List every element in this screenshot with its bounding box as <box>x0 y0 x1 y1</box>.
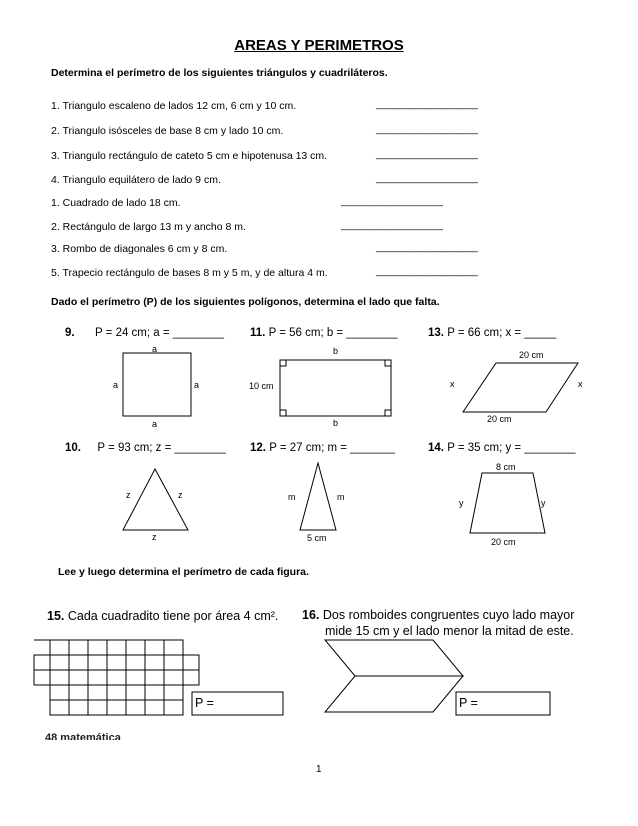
instruction-perimeter-figures: Lee y luego determina el perímetro de cada figura. <box>58 566 309 578</box>
f9-top-a: a <box>152 344 158 354</box>
figure-12-blank[interactable]: _______ <box>350 442 395 454</box>
figure-10-number: 10. <box>65 442 81 454</box>
grid-figure-15 <box>34 640 199 715</box>
answer-blank-8[interactable]: ___________________ <box>376 265 478 277</box>
item-5: 1. Cuadrado de lado 18 cm. <box>51 197 181 209</box>
figure-14-blank[interactable]: ________ <box>524 442 576 454</box>
f10-left-z: z <box>126 490 131 500</box>
problem-16-line1: Dos romboides congruentes cuyo lado mayor <box>322 608 575 622</box>
problem-15 <box>47 609 278 623</box>
answer-blank-5[interactable]: ___________________ <box>341 195 443 207</box>
f12-base: 5 cm <box>307 533 327 543</box>
answer-label-16: P = <box>459 696 478 710</box>
problem-16 <box>302 608 574 622</box>
answer-blank-2[interactable]: ___________________ <box>376 123 478 135</box>
right-angle-marks-11 <box>280 360 391 416</box>
item-6: 2. Rectángulo de largo 13 m y ancho 8 m. <box>51 221 246 233</box>
f14-bottom: 20 cm <box>491 537 516 547</box>
f14-left-y: y <box>459 498 464 508</box>
item-3: 3. Triangulo rectángulo de cateto 5 cm e hipotenusa 13 cm. <box>51 150 328 162</box>
f9-left-a: a <box>113 380 119 390</box>
figure-14-label: P = 35 cm; y = <box>447 442 522 454</box>
f9-right-a: a <box>194 380 200 390</box>
problem-15-text: Cada cuadradito tiene por área 4 cm². <box>67 609 279 623</box>
f9-bottom-a: a <box>152 419 158 429</box>
figure-11-label: P = 56 cm; b = <box>268 327 344 339</box>
item-8: 5. Trapecio rectángulo de bases 8 m y 5 m, y de altura 4 m. <box>51 267 328 279</box>
answer-label-15: P = <box>195 696 214 710</box>
page-title: AREAS Y PERIMETROS <box>234 37 404 54</box>
problem-16-line2: mide 15 cm y el lado menor la mitad de este. <box>325 624 574 638</box>
figure-12-label: P = 27 cm; m = <box>269 442 347 454</box>
f11-bottom-b: b <box>333 418 339 428</box>
answer-blank-6[interactable]: ___________________ <box>341 219 443 231</box>
f10-bottom-z: z <box>152 532 157 542</box>
figure-11-blank[interactable]: ________ <box>346 327 398 339</box>
figure-13-label: P = 66 cm; x = <box>447 327 522 339</box>
answer-blank-1[interactable]: ___________________ <box>376 98 478 110</box>
instruction-missing-side: Dado el perímetro (P) de los siguientes polígonos, determina el lado que falta. <box>51 296 440 308</box>
f13-left-x: x <box>450 379 455 389</box>
figure-10-label: P = 93 cm; z = <box>97 442 172 454</box>
f13-right-x: x <box>578 379 583 389</box>
f12-left-m: m <box>288 492 296 502</box>
rectangle-figure-11 <box>280 360 391 416</box>
figure-11-number: 11. <box>250 327 266 339</box>
f11-top-b: b <box>333 346 339 356</box>
figure-10-blank[interactable]: ________ <box>174 442 226 454</box>
figure-13-number: 13. <box>428 327 444 339</box>
item-4: 4. Triangulo equilátero de lado 9 cm. <box>51 174 221 186</box>
answer-blank-3[interactable]: ___________________ <box>376 148 478 160</box>
item-2: 2. Triangulo isósceles de base 8 cm y lado 10 cm. <box>51 125 284 137</box>
answer-blank-4[interactable]: ___________________ <box>376 172 478 184</box>
figure-9-label: P = 24 cm; a = <box>95 327 170 339</box>
figure-14-number: 14. <box>428 442 444 454</box>
figure-9-blank[interactable]: ________ <box>172 327 224 339</box>
trapezoid-figure-14 <box>470 473 545 533</box>
figure-13-blank[interactable]: _____ <box>524 327 557 339</box>
triangle-figure-12 <box>300 463 336 530</box>
item-1: 1. Triangulo escaleno de lados 12 cm, 6 cm y 10 cm. <box>51 100 297 112</box>
page-number: 1 <box>316 764 322 775</box>
rhomboids-figure-16 <box>325 640 463 712</box>
book-footer: 48 matemática <box>45 732 121 740</box>
instruction-perimeter: Determina el perímetro de los siguientes triángulos y cuadriláteros. <box>51 67 388 79</box>
problem-16-number: 16. <box>302 608 320 622</box>
figure-12-number: 12. <box>250 442 266 454</box>
f13-top: 20 cm <box>519 350 544 360</box>
answer-blank-7[interactable]: ___________________ <box>376 241 478 253</box>
item-7: 3. Rombo de diagonales 6 cm y 8 cm. <box>51 243 228 255</box>
f13-bottom: 20 cm <box>487 414 512 424</box>
f10-right-z: z <box>178 490 183 500</box>
parallelogram-figure-13 <box>463 363 578 412</box>
f14-right-y: y <box>541 498 546 508</box>
f12-right-m: m <box>337 492 345 502</box>
square-figure-9 <box>123 353 191 416</box>
problem-15-number: 15. <box>47 609 65 623</box>
figure-9-number: 9. <box>65 327 75 339</box>
f14-top: 8 cm <box>496 462 516 472</box>
f11-left-side: 10 cm <box>249 381 274 391</box>
